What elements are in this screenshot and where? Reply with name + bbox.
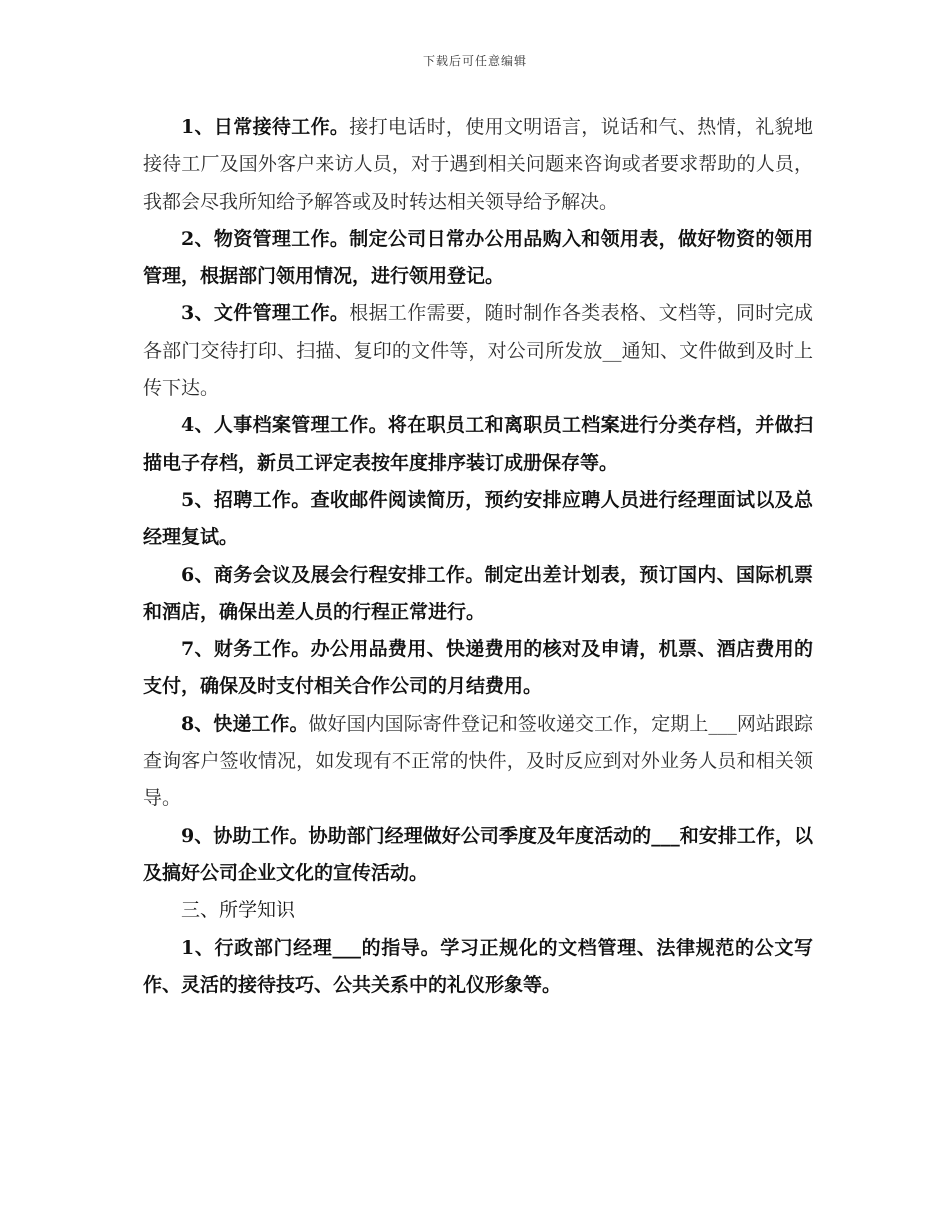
paragraph-file-management xyxy=(143,295,813,407)
paragraph-text: 做好国内国际寄件登记和签收递交工作，定期上___网站跟踪查询客户签收情况，如发现有不正常的快件，及时反应到对外业务人员和相关领导。 xyxy=(143,712,813,810)
paragraph-lead: 8、快递工作。 xyxy=(181,712,309,735)
paragraph-express-delivery xyxy=(143,706,813,818)
page-header-note: 下载后可任意编辑 xyxy=(422,54,527,68)
paragraph-personnel-archives: 4、人事档案管理工作。将在职员工和离职员工档案进行分类存档，并做扫描电子存档，新员工评定表按年度排序装订成册保存等。 xyxy=(143,414,813,474)
paragraph-business-meetings: 6、商务会议及展会行程安排工作。制定出差计划表，预订国内、国际机票和酒店，确保出差人员的行程正常进行。 xyxy=(143,563,813,623)
paragraph-materials-management: 2、物资管理工作。制定公司日常办公用品购入和领用表，做好物资的领用管理，根据部门领用情况，进行领用登记。 xyxy=(143,227,813,288)
paragraph-manager-guidance: 1、行政部门经理___的指导。学习正规化的文档管理、法律规范的公文写作、灵活的接待技巧、公共关系中的礼仪形象等。 xyxy=(143,936,813,996)
document-body xyxy=(143,109,813,1004)
paragraph-lead: 1、日常接待工作。 xyxy=(181,116,350,138)
section-heading-knowledge: 三、所学知识 xyxy=(181,899,296,922)
paragraph-recruitment: 5、招聘工作。查收邮件阅读简历，预约安排应聘人员进行经理面试以及总经理复试。 xyxy=(143,488,813,549)
paragraph-finance: 7、财务工作。办公用品费用、快递费用的核对及申请，机票、酒店费用的支付，确保及时支付相关合作公司的月结费用。 xyxy=(143,638,813,698)
paragraph-text: 接打电话时，使用文明语言，说话和气、热情，礼貌地接待工厂及国外客户来访人员，对于遇到相关问题来咨询或者要求帮助的人员，我都会尽我所知给予解答或及时转达相关领导给予解决。 xyxy=(143,116,813,213)
paragraph-reception-work xyxy=(143,109,813,221)
paragraph-lead: 3、文件管理工作。 xyxy=(181,302,350,325)
paragraph-text: 根据工作需要，随时制作各类表格、文档等，同时完成各部门交待打印、扫描、复印的文件等，对公司所发放__通知、文件做到及时上传下达。 xyxy=(143,302,813,400)
paragraph-assistance: 9、协助工作。协助部门经理做好公司季度及年度活动的___和安排工作，以及搞好公司企业文化的宣传活动。 xyxy=(143,824,813,884)
